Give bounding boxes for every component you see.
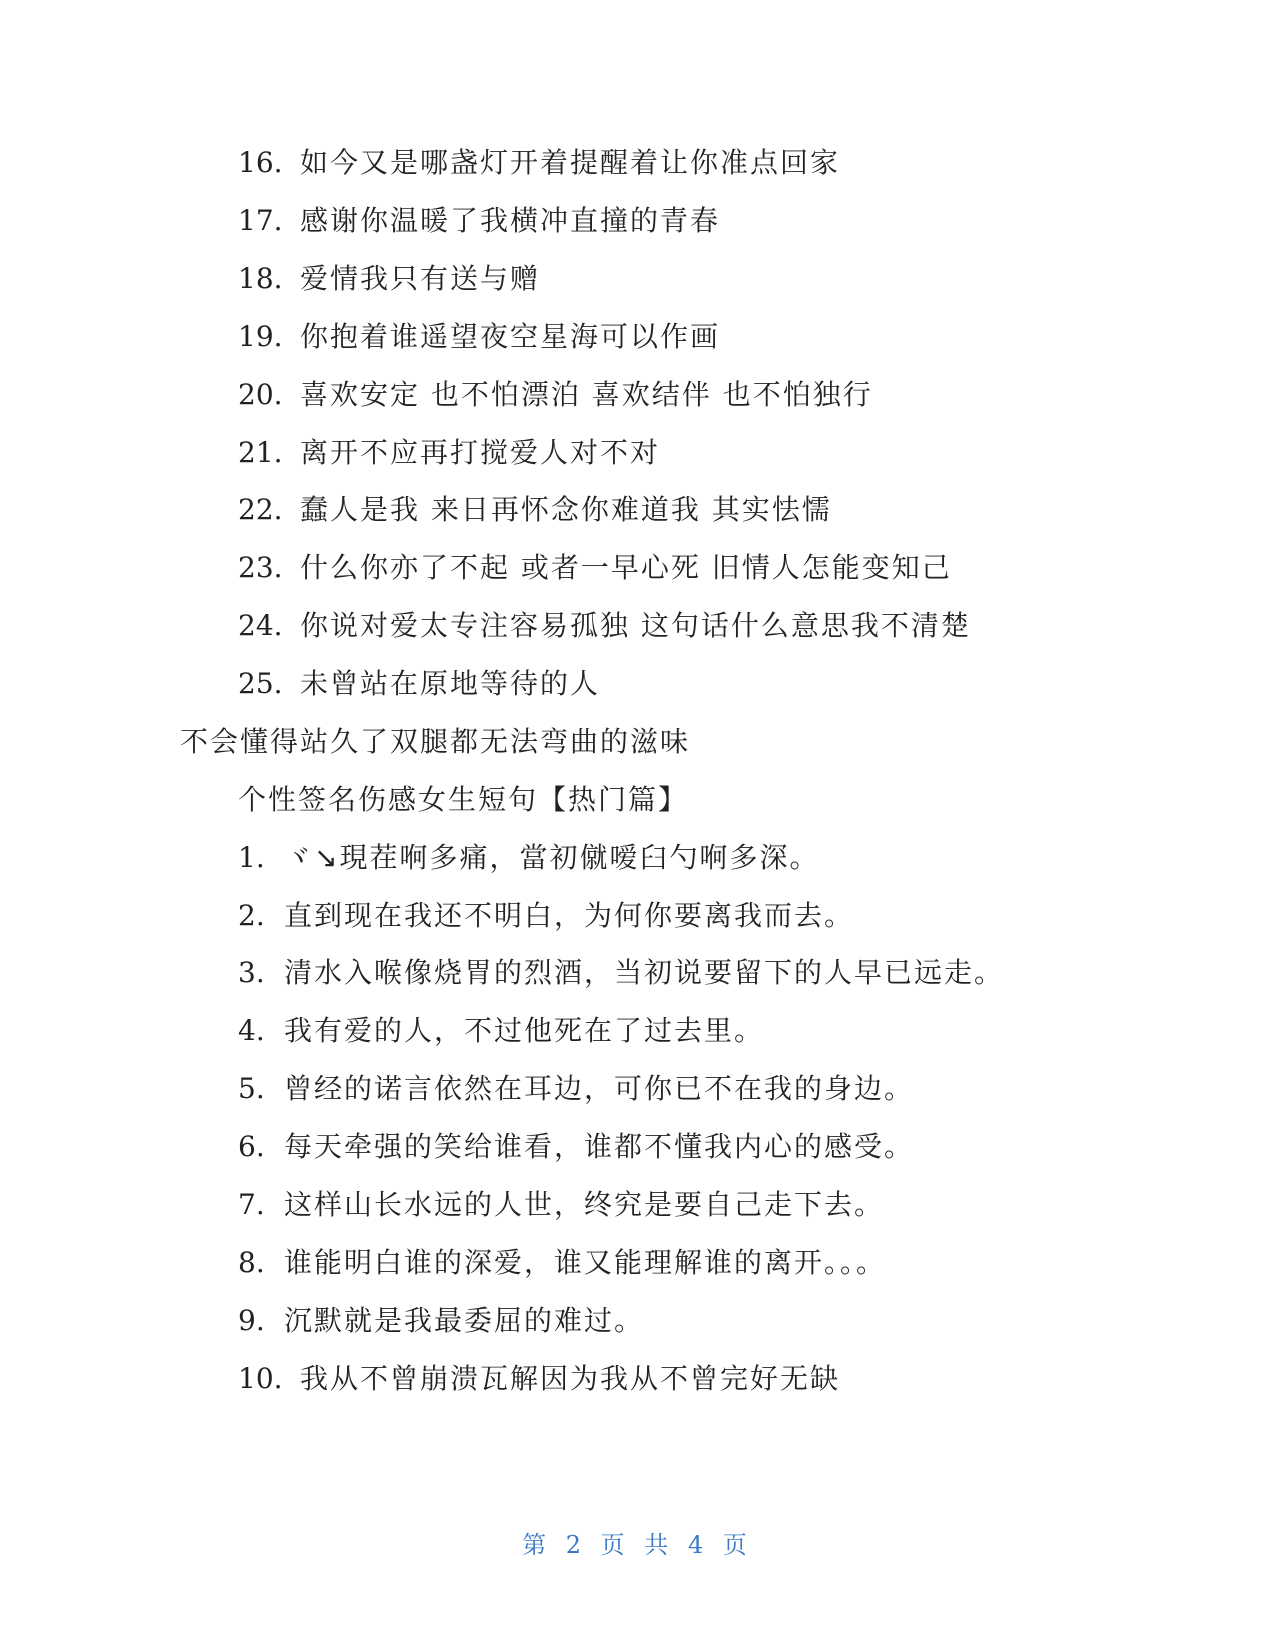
- item-number: 25.: [238, 667, 283, 700]
- list-item: [238, 1188, 884, 1222]
- item-text: 你说对爱太专注容易孤独 这句话什么意思我不清楚: [300, 609, 971, 642]
- item-text: 喜欢安定 也不怕漂泊 喜欢结伴 也不怕独行: [300, 378, 873, 411]
- list-item: [238, 378, 873, 412]
- item-text: 爱情我只有送与赠: [300, 262, 541, 295]
- item-text: 沉默就是我最委屈的难过。: [284, 1304, 645, 1337]
- list-item: [238, 1014, 764, 1048]
- item-text: 曾经的诺言依然在耳边，可你已不在我的身边。: [284, 1072, 915, 1105]
- item-number: 21.: [238, 436, 283, 469]
- item-number: 23.: [238, 551, 283, 584]
- item-text: 感谢你温暖了我横冲直撞的青春: [300, 204, 721, 237]
- continuation-text: 不会懂得站久了双腿都无法弯曲的滋味: [180, 725, 691, 758]
- item-number: 17.: [238, 204, 283, 237]
- item-text: 我有爱的人，不过他死在了过去里。: [284, 1014, 765, 1047]
- item-text: 离开不应再打搅爱人对不对: [300, 436, 661, 469]
- item-number: 9.: [238, 1304, 265, 1337]
- list-item: [238, 1130, 914, 1164]
- item-text: 直到现在我还不明白，为何你要离我而去。: [284, 899, 855, 932]
- list-item: [238, 436, 660, 470]
- item-text: 这样山长水远的人世，终究是要自己走下去。: [284, 1188, 885, 1221]
- list-item: [238, 1246, 886, 1280]
- item-text: 未曾站在原地等待的人: [300, 667, 601, 700]
- item-number: 10.: [238, 1362, 283, 1395]
- item-number: 6.: [238, 1130, 265, 1163]
- item-number: 4.: [238, 1014, 265, 1047]
- list-item: [238, 204, 720, 238]
- item-text: 我从不曾崩溃瓦解因为我从不曾完好无缺: [300, 1362, 841, 1395]
- section-heading: 个性签名伤感女生短句【热门篇】: [238, 783, 689, 816]
- list-item: [238, 320, 720, 354]
- item-text: 清水入喉像烧胃的烈酒，当初说要留下的人早已远走。: [284, 956, 1005, 989]
- item-number: 22.: [238, 493, 283, 526]
- item-text: 谁能明白谁的深爱，谁又能理解谁的离开。。。: [284, 1246, 887, 1279]
- item-number: 16.: [238, 146, 283, 179]
- item-number: 5.: [238, 1072, 265, 1105]
- item-text: ヾ↘現茬哬多痛，當初僦嗳臼勺哬多深。: [284, 841, 820, 874]
- item-number: 19.: [238, 320, 283, 353]
- item-number: 8.: [238, 1246, 265, 1279]
- item-number: 18.: [238, 262, 283, 295]
- list-item: [238, 609, 971, 643]
- list-item: [238, 1072, 914, 1106]
- list-item: [238, 493, 832, 527]
- list-item: [238, 956, 1004, 990]
- item-number: 20.: [238, 378, 283, 411]
- list-item: [238, 841, 819, 875]
- item-text: 每天牵强的笑给谁看，谁都不懂我内心的感受。: [284, 1130, 915, 1163]
- item-number: 1.: [238, 841, 265, 874]
- list-item: [238, 899, 854, 933]
- item-number: 7.: [238, 1188, 265, 1221]
- item-number: 24.: [238, 609, 283, 642]
- item-text: 你抱着谁遥望夜空星海可以作画: [300, 320, 721, 353]
- item-text: 什么你亦了不起 或者一早心死 旧情人怎能变知己: [300, 551, 952, 584]
- item-text: 蠢人是我 来日再怀念你难道我 其实怯懦: [300, 493, 832, 526]
- item-number: 3.: [238, 956, 265, 989]
- list-item: [238, 551, 952, 585]
- item-text: 如今又是哪盏灯开着提醒着让你准点回家: [300, 146, 841, 179]
- list-item: [238, 667, 600, 701]
- list-item: [238, 1304, 644, 1338]
- item-number: 2.: [238, 899, 265, 932]
- list-item: [238, 146, 840, 180]
- page-number-footer: 第 2 页 共 4 页: [522, 1531, 753, 1559]
- list-item: [238, 262, 540, 296]
- list-item: [238, 1362, 840, 1396]
